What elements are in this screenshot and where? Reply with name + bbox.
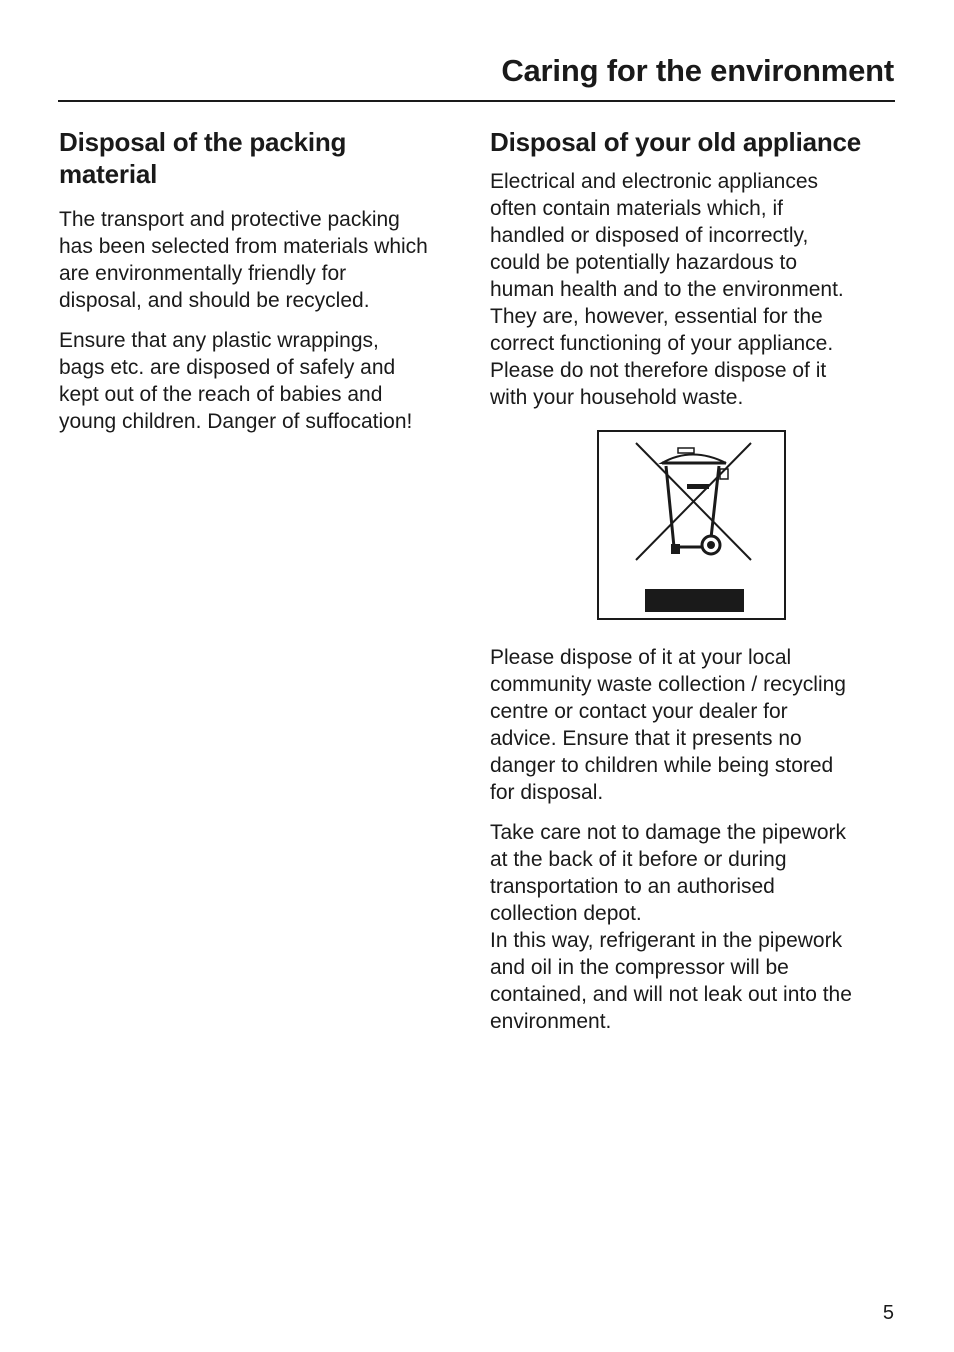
packing-disposal-heading: Disposal of the packing material <box>59 127 347 189</box>
packing-paragraph-2: Ensure that any plastic wrappings, bags etc. are disposed of safely and kept out of the reach of babies and young children. Danger of suffocation! <box>59 329 413 433</box>
appliance-paragraph-1: Electrical and electronic appliances often contain materials which, if handled or disposed of incorrectly, could be potentially hazardous to human health and to the environment. They are, however, essential for the correct functioning of your appliance. Please do not therefore dispose of it with your household waste. <box>490 170 844 409</box>
packing-disposal-section <box>59 126 469 448</box>
page-title: Caring for the environment <box>501 53 894 88</box>
crossed-out-wheelie-bin-icon <box>599 432 784 618</box>
appliance-disposal-heading: Disposal of your old appliance <box>490 127 862 157</box>
appliance-disposal-section <box>490 126 895 1048</box>
packing-paragraph-1: The transport and protective packing has been selected from materials which are environmentally friendly for disposal, and should be recycled. <box>59 208 428 312</box>
weee-symbol-frame <box>597 430 786 620</box>
page-number: 5 <box>882 1302 894 1324</box>
appliance-paragraph-3: Take care not to damage the pipework at the back of it before or during transportation to an authorised collection depot. In this way, refrigerant in the pipework and oil in the compressor will be contained, and will not leak out into the environment. <box>490 821 852 1033</box>
appliance-paragraph-2: Please dispose of it at your local community waste collection / recycling centre or contact your dealer for advice. Ensure that it presents no danger to children while being stored for disposal. <box>490 646 846 804</box>
title-divider <box>58 100 895 102</box>
